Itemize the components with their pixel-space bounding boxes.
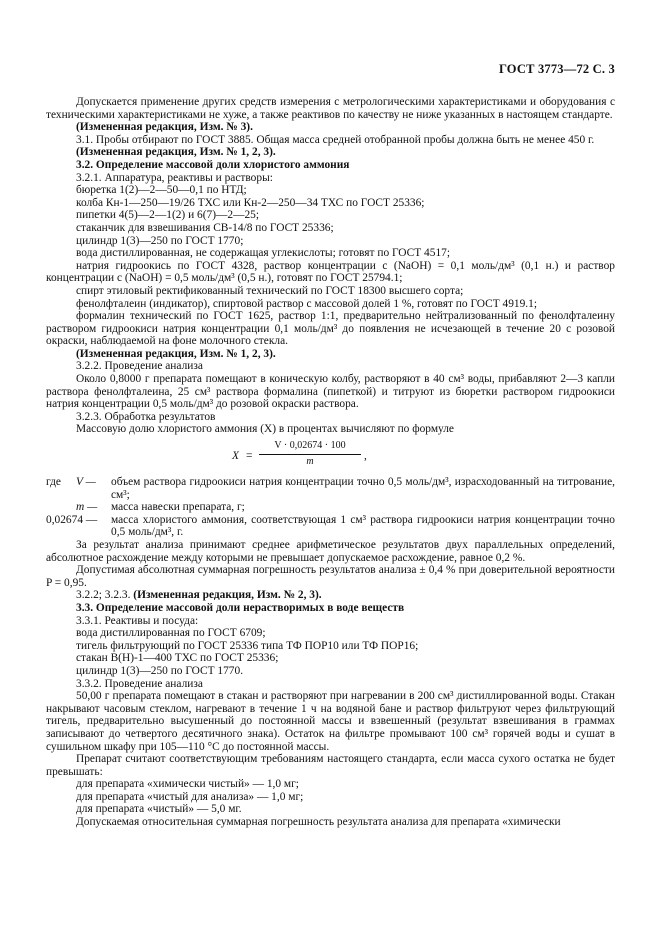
formula-equals: = — [246, 450, 253, 463]
list-item: спирт этиловый ректификованный технический по ГОСТ 18300 высшего сорта; — [76, 284, 464, 297]
list-item: формалин технический по ГОСТ 1625, раствор 1:1, предварительно нейтрализованный по фенолфталеину раствором гидроокиси натрия концентрации 0,1 моль/дм³ до появления не исчезающей в течение 20 с розовой окраски, наблюдаемой на фоне молочного стекла. — [46, 310, 615, 348]
subsection-heading: 3.2.3. Обработка результатов — [76, 410, 216, 423]
formula-numerator: V · 0,02674 · 100 — [259, 440, 361, 455]
amendment-ref: 3.2.2; 3.2.3. — [76, 589, 131, 602]
paragraph: 50,00 г препарата помещают в стакан и растворяют при нагревании в 200 см³ дистиллированной воды. Стакан накрывают часовым стеклом, нагревают в течение 1 ч на водяной бане и раствор фильтруют через фильтрующий тигель, предварительно высушенный до постоянной массы и взвешенный (результат взвешивания в граммах записывают до четвертого десятичного знака). Остаток на фильтре промывают 100 см³ горячей воды и сушат в сушильном шкафу при 105—110 °С до постоянной массы. — [46, 690, 615, 753]
definition-symbol: 0,02674 — — [46, 513, 98, 526]
paragraph: Допустимая абсолютная суммарная погрешность результатов анализа ± 0,4 % при доверительной вероятности P = 0,95. — [46, 564, 615, 589]
amendment-line — [46, 589, 615, 602]
definition-row — [46, 476, 615, 501]
formula-comma: , — [364, 450, 367, 463]
definition-row — [46, 501, 615, 514]
formula-lhs: X — [232, 450, 239, 463]
paragraph: Допускаемая относительная суммарная погрешность результата анализа для препарата «химически — [76, 816, 561, 829]
list-item: бюретка 1(2)—2—50—0,1 по НТД; — [76, 184, 247, 197]
section-heading: 3.3. Определение массовой доли нерастворимых в воде веществ — [76, 601, 405, 614]
formula-fraction — [259, 440, 361, 468]
list-item: для препарата «чистый» — 5,0 мг. — [76, 803, 242, 816]
subsection-heading: 3.3.2. Проведение анализа — [76, 677, 203, 690]
amendment-note: (Измененная редакция, Изм. № 1, 2, 3). — [76, 146, 276, 159]
list-item: цилиндр 1(3)—250 по ГОСТ 1770; — [76, 234, 244, 247]
list-item: тигель фильтрующий по ГОСТ 25336 типа ТФ ПОР10 или ТФ ПОР16; — [76, 639, 419, 652]
list-item: цилиндр 1(3)—250 по ГОСТ 1770. — [76, 664, 244, 677]
list-item: вода дистиллированная, не содержащая углекислоты; готовят по ГОСТ 4517; — [76, 247, 451, 260]
list-item: вода дистиллированная по ГОСТ 6709; — [76, 627, 266, 640]
subsection-heading: 3.2.2. Проведение анализа — [76, 360, 203, 373]
page-body — [46, 96, 615, 829]
list-item: стакан В(Н)-1—400 ТХС по ГОСТ 25336; — [76, 652, 279, 665]
formula — [46, 440, 615, 474]
list-item: пипетки 4(5)—2—1(2) и 6(7)—2—25; — [76, 209, 260, 222]
list-item: для препарата «химически чистый» — 1,0 мг; — [76, 778, 299, 791]
subsection-heading: 3.2.1. Аппаратура, реактивы и растворы: — [76, 171, 273, 184]
paragraph: Допускается применение других средств измерения с метрологическими характеристиками и оборудования с техническими характеристиками не хуже, а также реактивов по качеству не ниже указанных в настоящем стандарте. — [46, 96, 615, 121]
definition-symbol: m — — [76, 501, 98, 514]
definition-row — [46, 514, 615, 539]
list-item: для препарата «чистый для анализа» — 1,0 мг; — [76, 790, 304, 803]
definition-text: объем раствора гидроокиси натрия концентрации точно 0,5 моль/дм³, израсходованный на титрование, см³; — [111, 476, 615, 501]
paragraph: Массовую долю хлористого аммония (X) в процентах вычисляют по формуле — [76, 423, 454, 436]
subsection-heading: 3.3.1. Реактивы и посуда: — [76, 614, 199, 627]
paragraph: За результат анализа принимают среднее арифметическое результатов двух параллельных определений, абсолютное расхождение между которыми не превышает допускаемое расхождение, равное 0,2 %. — [46, 539, 615, 564]
amendment-note: (Измененная редакция, Изм. № 3). — [76, 121, 253, 134]
paragraph: Препарат считают соответствующим требованиям настоящего стандарта, если масса сухого остатка не будет превышать: — [46, 753, 615, 778]
amendment-note: (Измененная редакция, Изм. № 2, 3). — [133, 589, 322, 602]
definition-symbol: V — — [76, 476, 96, 489]
paragraph: Около 0,8000 г препарата помещают в коническую колбу, растворяют в 40 см³ воды, прибавляют 2—3 капли раствора фенолфталеина, 25 см³ раствора формалина (пипеткой) и титруют из бюретки раствором гидроокиси натрия концентрации 0,5 моль/дм³ до розовой окраски раствора. — [46, 373, 615, 411]
page-header: ГОСТ 3773—72 С. 3 — [498, 62, 615, 76]
list-item: стаканчик для взвешивания СВ-14/8 по ГОСТ 25336; — [76, 221, 334, 234]
amendment-note: (Измененная редакция, Изм. № 1, 2, 3). — [76, 347, 276, 360]
section-heading: 3.2. Определение массовой доли хлористого аммония — [76, 158, 350, 171]
definition-prefix — [46, 501, 76, 514]
list-item: колба Кн-1—250—19/26 ТХС или Кн-2—250—34 ТХС по ГОСТ 25336; — [76, 196, 425, 209]
definition-text: масса хлористого аммония, соответствующая 1 см³ раствора гидроокиси натрия концентрации точно 0,5 моль/дм³, г. — [111, 513, 615, 539]
list-item: натрия гидроокись по ГОСТ 4328, раствор концентрации с (NaOH) = 0,1 моль/дм³ (0,1 н.) и раствор концентрации с (NaOH) = 0,5 моль/дм³ (0,5 н.), готовят по ГОСТ 25794.1; — [46, 259, 615, 285]
list-item: фенолфталеин (индикатор), спиртовой раствор с массовой долей 1 %, готовят по ГОСТ 4919.1; — [76, 297, 538, 310]
paragraph: 3.1. Пробы отбирают по ГОСТ 3885. Общая масса средней отобранной пробы должна быть не менее 450 г. — [76, 133, 595, 146]
formula-denominator: m — [306, 455, 314, 467]
definition-prefix: где — [46, 476, 61, 489]
definition-text: масса навески препарата, г; — [111, 501, 245, 514]
